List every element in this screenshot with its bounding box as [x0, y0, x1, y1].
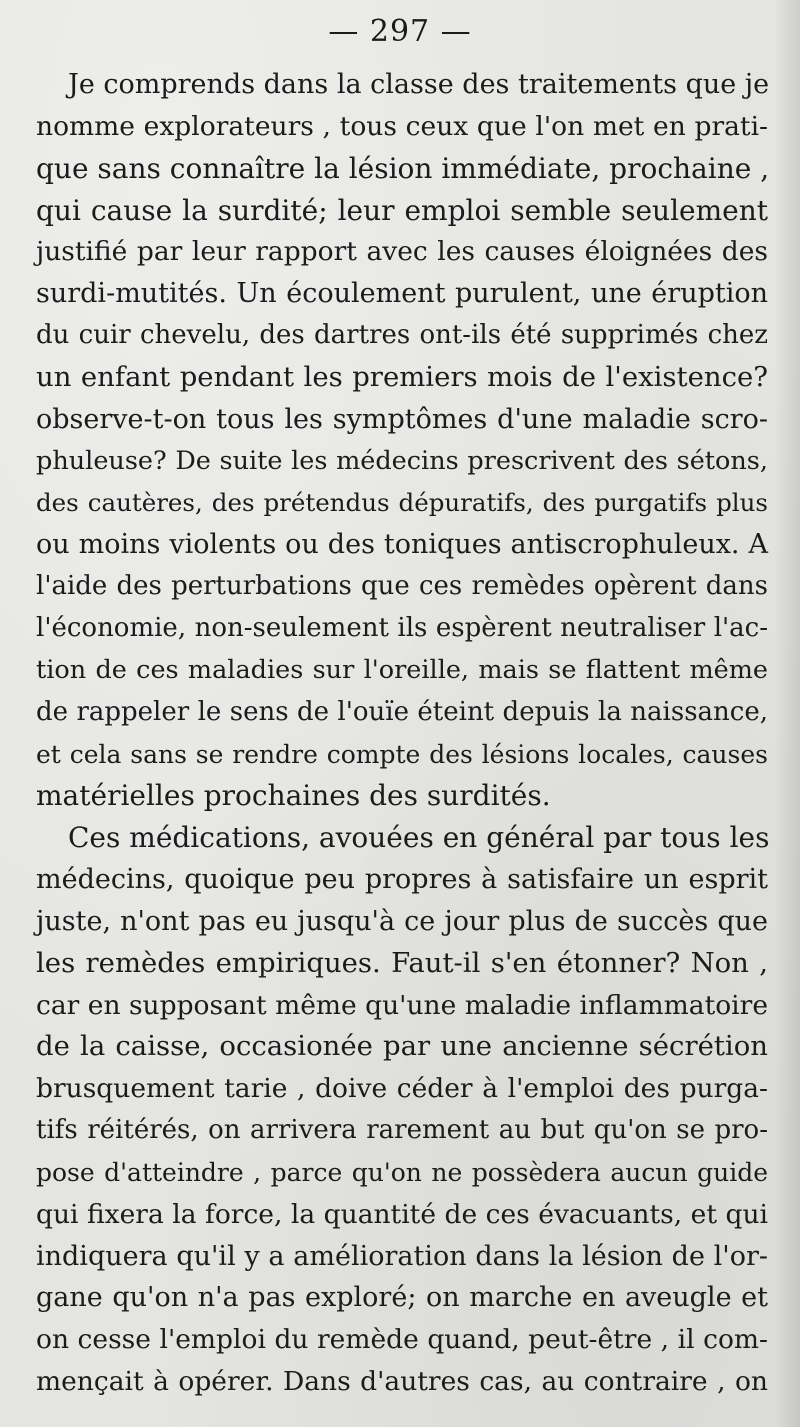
- text-line: pose d'atteindre , parce qu'on ne possèdera aucun guide: [36, 1157, 768, 1187]
- text-line: observe-t-on tous les symptômes d'une maladie scro-: [36, 403, 768, 435]
- text-line: tifs réitérés, on arrivera rarement au but qu'on se pro-: [36, 1115, 768, 1146]
- text-line: qui fixera la force, la quantité de ces évacuants, et qui: [36, 1198, 768, 1230]
- text-line: brusquement tarie , doive céder à l'emploi des purga-: [36, 1073, 768, 1105]
- text-line: nomme explorateurs , tous ceux que l'on met en prati-: [36, 110, 768, 142]
- text-line: indiquera qu'il y a amélioration dans la lésion de l'or-: [36, 1240, 768, 1272]
- text-line: Je comprends dans la classe des traitements que je: [68, 69, 770, 100]
- text-line: gane qu'on n'a pas exploré; on marche en aveugle et: [36, 1282, 768, 1314]
- text-line: matérielles prochaines des surdités.: [36, 779, 551, 813]
- text-line: mençait à opérer. Dans d'autres cas, au contraire , on: [36, 1366, 768, 1398]
- text-line: qui cause la surdité; leur emploi semble seulement: [36, 193, 768, 227]
- text-line: car en supposant même qu'une maladie inflammatoire: [36, 989, 768, 1021]
- text-line: médecins, quoique peu propres à satisfaire un esprit: [36, 864, 768, 896]
- text-line: Ces médications, avouées en général par tous les: [68, 821, 770, 855]
- text-line: des cautères, des prétendus dépuratifs, des purgatifs plus: [36, 488, 768, 518]
- text-line: du cuir chevelu, des dartres ont-ils été supprimés chez: [36, 320, 768, 351]
- page-edge-shadow: [774, 0, 800, 1427]
- body-text: [36, 64, 768, 1403]
- text-line: de la caisse, occasionée par une ancienne sécrétion: [36, 1030, 768, 1063]
- paragraph-2: [36, 817, 768, 1403]
- text-line: que sans connaître la lésion immédiate, prochaine ,: [36, 151, 770, 185]
- text-line: un enfant pendant les premiers mois de l'existence?: [36, 360, 768, 393]
- text-line: les remèdes empiriques. Faut-il s'en étonner? Non ,: [36, 946, 768, 979]
- text-line: tion de ces maladies sur l'oreille, mais se flattent même: [36, 654, 768, 685]
- text-line: phuleuse? De suite les médecins prescrivent des sétons,: [36, 445, 768, 476]
- text-line: de rappeler le sens de l'ouïe éteint depuis la naissance,: [36, 696, 768, 727]
- text-line: et cela sans se rendre compte des lésions locales, causes: [36, 739, 768, 769]
- text-line: juste, n'ont pas eu jusqu'à ce jour plus de succès que: [36, 905, 768, 937]
- text-line: on cesse l'emploi du remède quand, peut-être , il com-: [36, 1324, 768, 1356]
- paragraph-1: [36, 64, 768, 817]
- text-line: justifié par leur rapport avec les causes éloignées des: [36, 236, 768, 268]
- text-line: surdi-mutités. Un écoulement purulent, une éruption: [36, 278, 768, 310]
- text-line: l'aide des perturbations que ces remèdes opèrent dans: [36, 571, 768, 602]
- page-number: — 297 —: [328, 14, 472, 49]
- text-line: l'économie, non-seulement ils espèrent neutraliser l'ac-: [36, 612, 768, 643]
- text-line: ou moins violents ou des toniques antiscrophuleux. A: [36, 529, 768, 561]
